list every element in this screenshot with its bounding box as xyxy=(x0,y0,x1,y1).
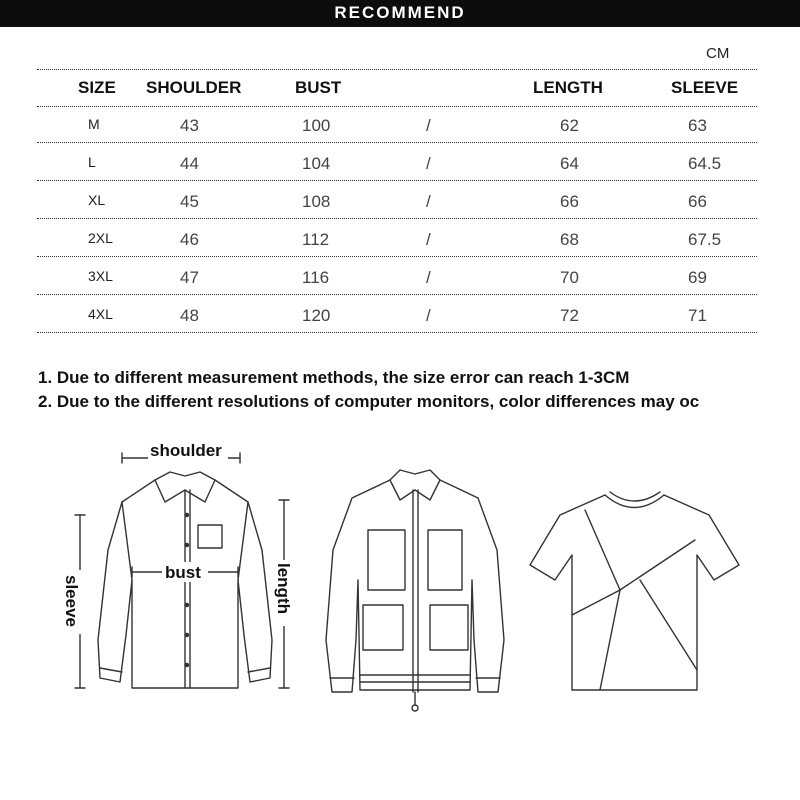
divider xyxy=(37,256,757,257)
unit-label: CM xyxy=(706,45,730,62)
cell-length: 72 xyxy=(560,306,579,325)
table-row xyxy=(0,152,800,190)
cell-slash: / xyxy=(426,268,431,287)
divider xyxy=(37,294,757,295)
cell-bust: 104 xyxy=(302,154,331,173)
cell-sleeve: 64.5 xyxy=(688,154,722,173)
cell-length: 68 xyxy=(560,230,579,249)
cell-slash: / xyxy=(426,154,431,173)
header-length: LENGTH xyxy=(533,78,603,97)
garment-diagram xyxy=(0,430,800,790)
cell-length: 62 xyxy=(560,116,579,135)
cell-size: 3XL xyxy=(88,268,113,284)
cell-size: 4XL xyxy=(88,306,113,322)
jacket-icon xyxy=(326,470,504,711)
table-row xyxy=(0,114,800,152)
cell-bust: 100 xyxy=(302,116,331,135)
cell-bust: 108 xyxy=(302,192,331,211)
cell-bust: 116 xyxy=(302,268,330,287)
header-shoulder: SHOULDER xyxy=(146,78,242,97)
cell-length: 70 xyxy=(560,268,579,287)
cell-size: L xyxy=(88,154,96,170)
length-label: length xyxy=(274,563,293,614)
cell-sleeve: 66 xyxy=(688,192,707,211)
table-row xyxy=(0,228,800,266)
divider xyxy=(37,332,757,333)
note-measurement: 1. Due to different measurement methods, the size error can reach 1-3CM xyxy=(38,368,630,387)
cell-length: 66 xyxy=(560,192,579,211)
shoulder-label: shoulder xyxy=(150,441,222,460)
cell-sleeve: 71 xyxy=(688,306,707,325)
cell-sleeve: 67.5 xyxy=(688,230,722,249)
cell-slash: / xyxy=(426,230,431,249)
cell-bust: 120 xyxy=(302,306,331,325)
cell-size: XL xyxy=(88,192,106,208)
cell-slash: / xyxy=(426,116,431,135)
cell-slash: / xyxy=(426,192,431,211)
header-size: SIZE xyxy=(78,78,116,97)
cell-shoulder: 47 xyxy=(180,268,199,287)
cell-bust: 112 xyxy=(302,230,330,249)
header-bust: BUST xyxy=(295,78,342,97)
cell-shoulder: 43 xyxy=(180,116,199,135)
divider xyxy=(37,142,757,143)
cell-sleeve: 69 xyxy=(688,268,707,287)
cell-slash: / xyxy=(426,306,431,325)
cell-shoulder: 44 xyxy=(180,154,199,173)
divider xyxy=(37,106,757,107)
table-header-row xyxy=(0,78,800,116)
cell-size: M xyxy=(88,116,100,132)
banner-title: RECOMMEND xyxy=(334,3,466,22)
cell-shoulder: 45 xyxy=(180,192,199,211)
recommend-banner xyxy=(0,0,800,27)
tshirt-icon xyxy=(530,492,739,690)
table-row xyxy=(0,266,800,304)
table-row xyxy=(0,304,800,342)
divider xyxy=(37,180,757,181)
bust-label: bust xyxy=(165,563,201,582)
cell-size: 2XL xyxy=(88,230,113,246)
divider xyxy=(37,69,757,70)
header-sleeve: SLEEVE xyxy=(671,78,739,97)
cell-sleeve: 63 xyxy=(688,116,707,135)
note-color: 2. Due to the different resolutions of computer monitors, color differences may oc xyxy=(38,392,700,411)
cell-shoulder: 46 xyxy=(180,230,199,249)
cell-length: 64 xyxy=(560,154,579,173)
divider xyxy=(37,218,757,219)
cell-shoulder: 48 xyxy=(180,306,199,325)
sleeve-label: sleeve xyxy=(62,575,81,627)
table-row xyxy=(0,190,800,228)
